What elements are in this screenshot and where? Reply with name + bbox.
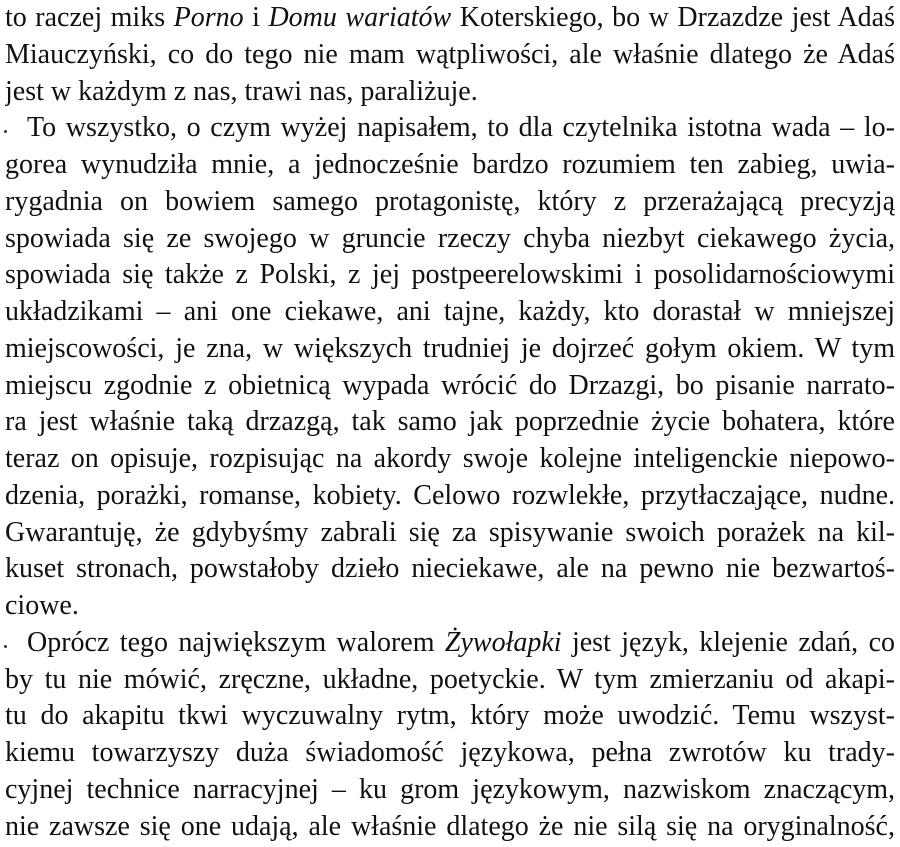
text-line <box>5 147 895 184</box>
italic-title-domu-wariatow: Domu wariatów <box>268 2 452 33</box>
text-segment: rygadnia on bowiem samego protagonistę, który z przerażającą precyzją <box>5 185 895 217</box>
italic-title-porno: Porno <box>173 2 244 33</box>
text-segment: dzenia, porażki, romanse, kobiety. Celowo rozwlekłe, przytłaczające, nudne. <box>5 479 895 511</box>
text-line <box>5 735 895 772</box>
text-line <box>5 698 895 735</box>
text-segment: cyjnej technice narracyjnej – ku grom językowym, nazwiskom znaczącym, <box>5 773 895 805</box>
text-line <box>5 809 895 846</box>
text-segment: Gwarantuję, że gdybyśmy zabrali się za spisywanie swoich porażek na kil- <box>5 516 895 548</box>
italic-title-zywolapki: Żywołapki <box>444 626 562 658</box>
text-line-indented <box>5 110 895 147</box>
text-segment: by tu nie mówić, zręczne, układne, poetyckie. W tym zmierzaniu od akapi- <box>5 663 895 695</box>
text-line <box>5 257 895 294</box>
text-line <box>5 184 895 221</box>
text-segment: jest język, klejenie zdań, co <box>561 626 895 658</box>
text-segment: jest w każdym z nas, trawi nas, paraliżuje. <box>5 75 478 107</box>
text-segment: tu do akapitu tkwi wyczuwalny rytm, który może uwodzić. Temu wszyst- <box>5 700 895 732</box>
text-line <box>5 772 895 809</box>
paragraph-1 <box>5 0 895 110</box>
text-segment: układzikami – ani one ciekawe, ani tajne, każdy, kto dorastał w mniejszej <box>5 296 895 327</box>
text-segment: Miauczyński, co do tego nie mam wątpliwości, ale właśnie dlatego że Adaś <box>5 38 895 70</box>
text-line <box>5 221 895 258</box>
text-line <box>5 331 895 368</box>
text-line <box>5 662 895 699</box>
text-line-paragraph-end <box>5 588 895 625</box>
text-line <box>5 294 895 331</box>
text-segment: to raczej miks <box>5 2 174 33</box>
paragraph-2 <box>5 110 895 625</box>
text-segment: Oprócz tego największym walorem <box>27 626 445 658</box>
text-line <box>5 478 895 515</box>
text-segment: To wszystko, o czym wyżej napisałem, to dla czytelnika istotna wada – lo- <box>27 112 895 144</box>
text-segment: ra jest właśnie taką drzazgą, tak samo jak poprzednie życie bohatera, które <box>5 406 895 438</box>
text-segment: teraz on opisuje, rozpisując na akordy swoje kolejne inteligenckie niepowo- <box>5 443 895 474</box>
text-line <box>5 404 895 441</box>
text-segment: ciowe. <box>5 590 79 621</box>
text-segment: kuset stronach, powstałoby dzieło nieciekawe, ale na pewno nie bezwartoś- <box>5 553 895 585</box>
text-segment: spowiada się ze swojego w gruncie rzeczy chyba niezbyt ciekawego życia, <box>5 222 895 254</box>
text-line <box>5 441 895 478</box>
document-page <box>5 0 895 845</box>
text-line <box>5 0 895 37</box>
text-line-indented <box>5 625 895 662</box>
text-line <box>5 551 895 588</box>
text-line-paragraph-end <box>5 74 895 111</box>
text-line <box>5 37 895 74</box>
text-segment: i <box>243 2 269 33</box>
text-segment: miejscowości, je zna, w większych trudniej je dojrzeć gołym okiem. W tym <box>5 332 895 364</box>
text-segment: kiemu towarzyszy duża świadomość językowa, pełna zwrotów ku trady- <box>5 737 895 768</box>
text-segment: Koterskiego, bo w Drzazdze jest Adaś <box>451 2 895 33</box>
text-segment: nie zawsze się one udają, ale właśnie dlatego że nie silą się na oryginalność, <box>5 810 895 842</box>
paragraph-3 <box>5 625 895 846</box>
text-segment: spowiada się także z Polski, z jej postpeerelowskimi i posolidarnościowymi <box>5 259 895 291</box>
text-line <box>5 368 895 405</box>
text-segment: gorea wynudziła mnie, a jednocześnie bardzo rozumiem ten zabieg, uwia- <box>5 149 895 180</box>
text-line <box>5 515 895 552</box>
text-segment: miejscu zgodnie z obietnicą wypada wrócić do Drzazgi, bo pisanie narrato- <box>5 369 895 401</box>
